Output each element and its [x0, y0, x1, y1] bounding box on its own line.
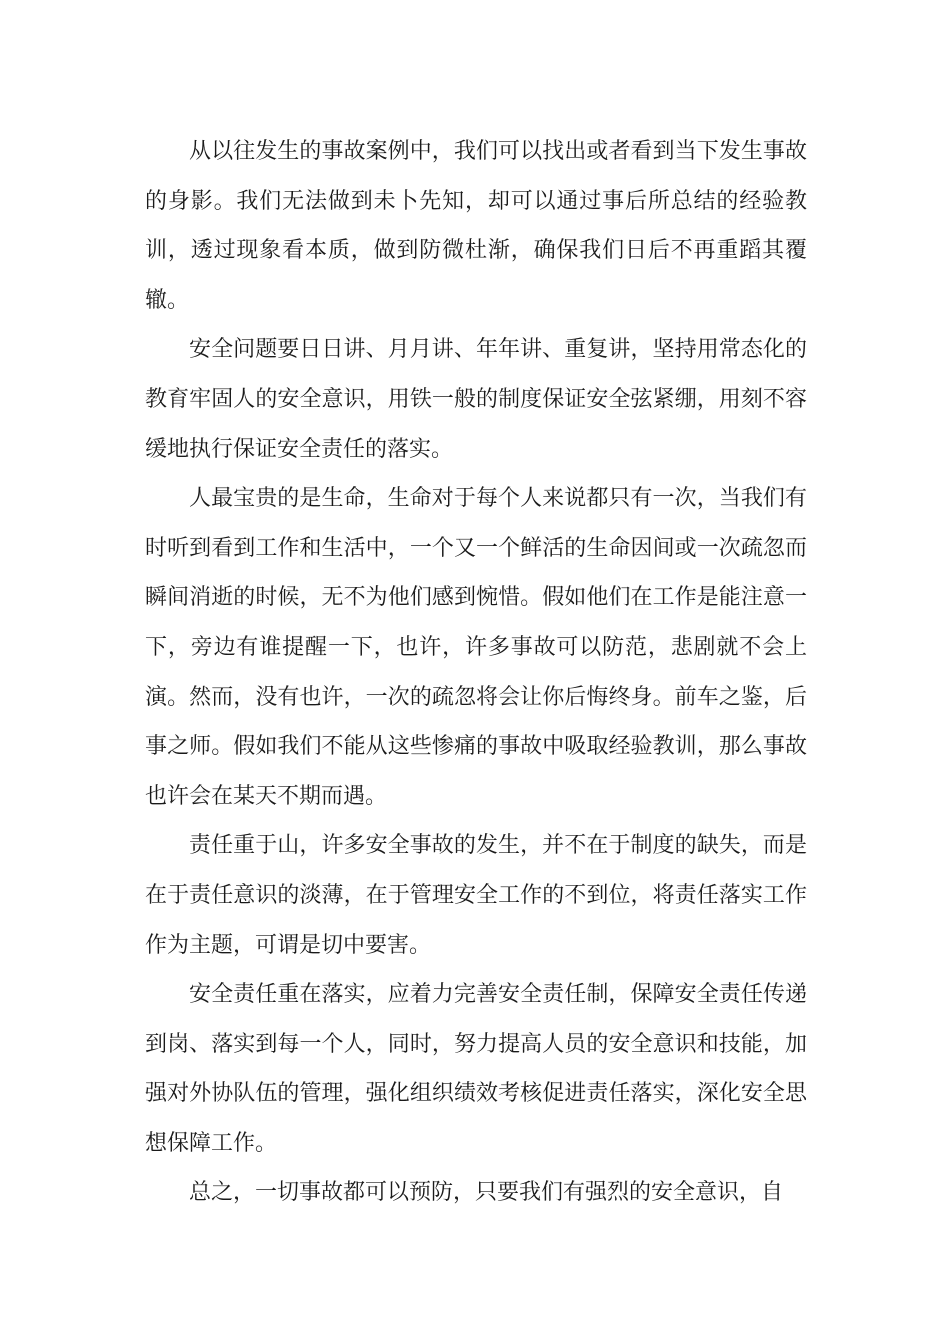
- document-body: [145, 127, 807, 1218]
- paragraph-life-precious: 人最宝贵的是生命，生命对于每个人来说都只有一次，当我们有时听到看到工作和生活中，一个又一个鲜活的生命因间或一次疏忽而瞬间消逝的时候，无不为他们感到惋惜。假如他们在工作是能注意一下，旁边有谁提醒一下，也许，许多事故可以防范，悲剧就不会上演。然而，没有也许，一次的疏忽将会让你后悔终身。前车之鉴，后事之师。假如我们不能从这些惨痛的事故中吸取经验教训，那么事故也许会在某天不期而遇。: [145, 486, 807, 809]
- paragraph-conclusion: 总之，一切事故都可以预防，只要我们有强烈的安全意识，自: [189, 1180, 784, 1206]
- paragraph-accident-lessons: 从以往发生的事故案例中，我们可以找出或者看到当下发生事故的身影。我们无法做到未卜先知，却可以通过事后所总结的经验教训，透过现象看本质，做到防微杜渐，确保我们日后不再重蹈其覆辙。: [145, 139, 807, 313]
- paragraph-safety-repeated: 安全问题要日日讲、月月讲、年年讲、重复讲，坚持用常态化的教育牢固人的安全意识，用铁一般的制度保证安全弦紧绷，用刻不容缓地执行保证安全责任的落实。: [145, 337, 807, 462]
- paragraph-responsibility-implementation: 安全责任重在落实，应着力完善安全责任制，保障安全责任传递到岗、落实到每一个人，同时，努力提高人员的安全意识和技能，加强对外协队伍的管理，强化组织绩效考核促进责任落实，深化安全思想保障工作。: [145, 982, 807, 1156]
- paragraph-responsibility: 责任重于山，许多安全事故的发生，并不在于制度的缺失，而是在于责任意识的淡薄，在于管理安全工作的不到位，将责任落实工作作为主题，可谓是切中要害。: [145, 833, 807, 958]
